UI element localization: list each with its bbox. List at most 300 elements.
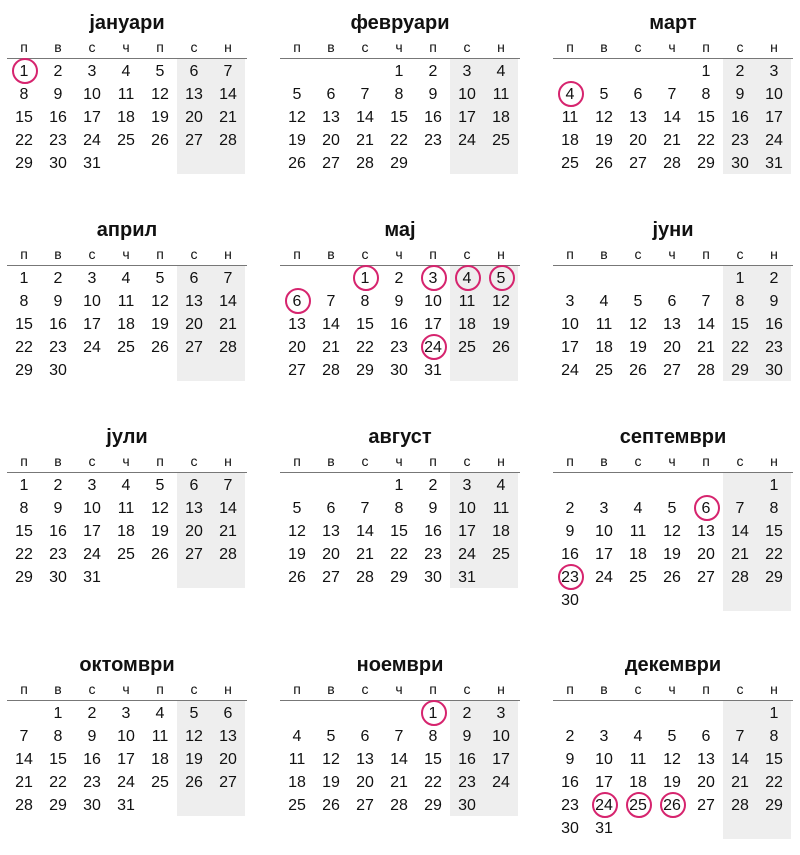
day: 31 — [458, 569, 476, 586]
weekday-label: ч — [122, 39, 130, 55]
month-2 — [280, 10, 520, 175]
day: 13 — [185, 293, 203, 310]
day: 27 — [697, 569, 715, 586]
day: 28 — [15, 797, 33, 814]
holiday-day: 3 — [416, 267, 450, 290]
day: 3 — [87, 63, 97, 80]
day: 10 — [458, 500, 476, 517]
day: 11 — [117, 86, 135, 103]
day: 20 — [185, 316, 203, 333]
day: 18 — [492, 109, 510, 126]
day: 2 — [462, 705, 472, 722]
day: 12 — [322, 751, 340, 768]
weekday-header — [7, 36, 247, 59]
day: 18 — [117, 523, 135, 540]
day: 15 — [424, 751, 442, 768]
day: 29 — [15, 155, 33, 172]
month-9 — [553, 424, 793, 612]
day: 29 — [424, 797, 442, 814]
day: 14 — [697, 316, 715, 333]
month-title: декември — [624, 654, 722, 676]
day: 4 — [121, 270, 131, 287]
day: 21 — [322, 339, 340, 356]
day: 16 — [424, 523, 442, 540]
day: 22 — [15, 339, 33, 356]
day: 25 — [458, 339, 476, 356]
day: 17 — [595, 774, 613, 791]
day: 10 — [117, 728, 135, 745]
day: 18 — [458, 316, 476, 333]
holiday-day: 25 — [621, 794, 655, 817]
weekday-label: ч — [395, 453, 403, 469]
day: 11 — [458, 293, 476, 310]
day: 3 — [769, 63, 779, 80]
weekday-header — [553, 450, 793, 473]
day: 24 — [117, 774, 135, 791]
day: 8 — [19, 293, 29, 310]
day: 29 — [697, 155, 715, 172]
weekday-label: п — [20, 681, 28, 697]
weekday-header — [280, 450, 520, 473]
day: 24 — [83, 132, 101, 149]
day: 27 — [322, 155, 340, 172]
day: 11 — [561, 109, 579, 126]
day: 17 — [595, 546, 613, 563]
day: 6 — [189, 270, 199, 287]
day: 29 — [356, 362, 374, 379]
weekday-label: в — [600, 39, 608, 55]
day: 8 — [19, 500, 29, 517]
weekday-label: с — [463, 39, 471, 55]
day: 27 — [697, 797, 715, 814]
day: 22 — [15, 546, 33, 563]
day: 16 — [49, 109, 67, 126]
weekday-label: с — [361, 453, 369, 469]
day: 3 — [599, 728, 609, 745]
weekday-label: п — [156, 39, 164, 55]
day: 5 — [189, 705, 199, 722]
day: 16 — [731, 109, 749, 126]
day: 11 — [492, 500, 510, 517]
weekday-header — [280, 243, 520, 266]
weekday-label: п — [566, 681, 574, 697]
weekday-label: п — [293, 681, 301, 697]
day: 5 — [155, 270, 165, 287]
weekday-label: в — [600, 681, 608, 697]
day: 29 — [15, 569, 33, 586]
day: 19 — [629, 339, 647, 356]
day: 20 — [697, 546, 715, 563]
day: 20 — [697, 774, 715, 791]
day: 22 — [765, 546, 783, 563]
day: 14 — [219, 500, 237, 517]
day: 17 — [458, 523, 476, 540]
day: 18 — [492, 523, 510, 540]
day: 10 — [492, 728, 510, 745]
day: 6 — [223, 705, 233, 722]
day: 16 — [561, 774, 579, 791]
day: 27 — [629, 155, 647, 172]
day: 9 — [53, 86, 63, 103]
day: 8 — [53, 728, 63, 745]
day: 4 — [633, 500, 643, 517]
day: 15 — [765, 751, 783, 768]
weekday-label: с — [190, 39, 198, 55]
day: 6 — [667, 293, 677, 310]
day: 20 — [322, 546, 340, 563]
day: 29 — [390, 569, 408, 586]
day: 30 — [49, 362, 67, 379]
day: 21 — [697, 339, 715, 356]
day: 7 — [19, 728, 29, 745]
day: 10 — [83, 293, 101, 310]
day: 22 — [424, 774, 442, 791]
day: 2 — [428, 477, 438, 494]
day: 19 — [185, 751, 203, 768]
day: 18 — [117, 316, 135, 333]
weekday-header — [7, 450, 247, 473]
day: 2 — [53, 477, 63, 494]
weekday-label: с — [361, 39, 369, 55]
weekday-label: с — [190, 681, 198, 697]
day: 9 — [87, 728, 97, 745]
day: 27 — [356, 797, 374, 814]
day: 13 — [356, 751, 374, 768]
day: 9 — [53, 500, 63, 517]
day: 21 — [356, 132, 374, 149]
day: 16 — [765, 316, 783, 333]
weekday-label: н — [770, 246, 778, 262]
day: 23 — [458, 774, 476, 791]
weekday-label: н — [497, 246, 505, 262]
weekday-label: ч — [668, 453, 676, 469]
weekday-label: н — [224, 453, 232, 469]
day: 14 — [219, 86, 237, 103]
day: 28 — [356, 155, 374, 172]
day: 14 — [356, 523, 374, 540]
weekday-label: с — [736, 246, 744, 262]
day: 7 — [223, 477, 233, 494]
day: 13 — [185, 500, 203, 517]
weekday-label: п — [20, 246, 28, 262]
day: 20 — [185, 109, 203, 126]
weekday-label: ч — [395, 681, 403, 697]
day: 17 — [117, 751, 135, 768]
day: 16 — [49, 523, 67, 540]
day: 1 — [701, 63, 711, 80]
day: 3 — [462, 63, 472, 80]
day: 23 — [731, 132, 749, 149]
weekday-label: с — [736, 681, 744, 697]
day: 7 — [394, 728, 404, 745]
weekday-label: п — [293, 246, 301, 262]
day: 22 — [49, 774, 67, 791]
day: 15 — [697, 109, 715, 126]
weekday-label: с — [361, 681, 369, 697]
weekday-label: с — [634, 39, 642, 55]
day: 11 — [151, 728, 169, 745]
day: 11 — [629, 751, 647, 768]
day: 14 — [390, 751, 408, 768]
day: 6 — [633, 86, 643, 103]
day: 19 — [595, 132, 613, 149]
day: 9 — [428, 500, 438, 517]
day: 1 — [735, 270, 745, 287]
weekday-label: п — [429, 453, 437, 469]
day: 13 — [697, 751, 715, 768]
day: 26 — [288, 569, 306, 586]
month-6 — [553, 217, 793, 382]
day: 14 — [663, 109, 681, 126]
day: 10 — [458, 86, 476, 103]
day: 2 — [394, 270, 404, 287]
day: 28 — [322, 362, 340, 379]
day: 12 — [492, 293, 510, 310]
day: 31 — [83, 155, 101, 172]
month-10 — [7, 652, 247, 817]
weekday-label: в — [327, 453, 335, 469]
day: 22 — [390, 132, 408, 149]
day: 23 — [49, 546, 67, 563]
weekday-label: с — [463, 246, 471, 262]
day: 18 — [629, 774, 647, 791]
day: 19 — [151, 523, 169, 540]
day: 12 — [151, 86, 169, 103]
day: 11 — [629, 523, 647, 540]
holiday-day: 24 — [587, 794, 621, 817]
weekday-label: п — [429, 681, 437, 697]
day: 8 — [735, 293, 745, 310]
day: 27 — [322, 569, 340, 586]
day: 31 — [117, 797, 135, 814]
day: 28 — [731, 797, 749, 814]
day: 13 — [629, 109, 647, 126]
weekday-label: ч — [668, 246, 676, 262]
day: 2 — [428, 63, 438, 80]
weekday-label: п — [156, 246, 164, 262]
day: 13 — [697, 523, 715, 540]
day: 29 — [15, 362, 33, 379]
weekday-label: н — [770, 453, 778, 469]
weekday-label: н — [497, 453, 505, 469]
day: 6 — [326, 86, 336, 103]
day: 5 — [292, 500, 302, 517]
weekday-label: п — [20, 39, 28, 55]
day: 23 — [49, 132, 67, 149]
weekday-label: п — [566, 39, 574, 55]
day: 20 — [322, 132, 340, 149]
day: 8 — [428, 728, 438, 745]
weekday-label: п — [566, 246, 574, 262]
weekday-label: ч — [122, 246, 130, 262]
day: 26 — [151, 132, 169, 149]
weekday-header — [553, 36, 793, 59]
day: 12 — [185, 728, 203, 745]
day: 16 — [458, 751, 476, 768]
day: 17 — [83, 523, 101, 540]
day: 4 — [599, 293, 609, 310]
day: 20 — [629, 132, 647, 149]
weekday-label: п — [702, 39, 710, 55]
day: 27 — [185, 132, 203, 149]
day: 7 — [360, 500, 370, 517]
day: 21 — [356, 546, 374, 563]
weekday-label: ч — [122, 453, 130, 469]
weekday-header — [7, 243, 247, 266]
day: 5 — [599, 86, 609, 103]
day: 8 — [769, 728, 779, 745]
holiday-day: 4 — [450, 267, 484, 290]
day: 7 — [360, 86, 370, 103]
day: 11 — [117, 500, 135, 517]
holiday-day: 5 — [484, 267, 518, 290]
day: 31 — [424, 362, 442, 379]
day: 30 — [390, 362, 408, 379]
day: 2 — [87, 705, 97, 722]
day: 3 — [599, 500, 609, 517]
day: 18 — [629, 546, 647, 563]
month-title: јули — [106, 426, 148, 448]
day: 14 — [731, 751, 749, 768]
day: 26 — [151, 339, 169, 356]
day: 6 — [189, 477, 199, 494]
day: 18 — [117, 109, 135, 126]
day: 14 — [219, 293, 237, 310]
month-title: февруари — [350, 12, 450, 34]
day: 22 — [390, 546, 408, 563]
day: 4 — [633, 728, 643, 745]
day: 13 — [322, 523, 340, 540]
day: 1 — [19, 270, 29, 287]
day: 19 — [288, 546, 306, 563]
day: 30 — [83, 797, 101, 814]
day: 3 — [121, 705, 131, 722]
day: 4 — [496, 63, 506, 80]
weekday-label: с — [88, 39, 96, 55]
day: 2 — [53, 270, 63, 287]
weekday-label: п — [293, 39, 301, 55]
day: 24 — [595, 569, 613, 586]
day: 19 — [322, 774, 340, 791]
day: 28 — [219, 339, 237, 356]
holiday-day: 1 — [348, 267, 382, 290]
day: 10 — [424, 293, 442, 310]
day: 28 — [663, 155, 681, 172]
day: 9 — [769, 293, 779, 310]
day: 17 — [561, 339, 579, 356]
day: 26 — [595, 155, 613, 172]
day: 14 — [356, 109, 374, 126]
day: 15 — [356, 316, 374, 333]
day: 30 — [561, 592, 579, 609]
day: 21 — [731, 774, 749, 791]
holiday-day: 1 — [416, 702, 450, 725]
day: 21 — [219, 109, 237, 126]
day: 10 — [83, 500, 101, 517]
day: 3 — [87, 270, 97, 287]
day: 3 — [87, 477, 97, 494]
weekday-label: п — [293, 453, 301, 469]
day: 17 — [424, 316, 442, 333]
holiday-day: 6 — [280, 290, 314, 313]
day: 23 — [390, 339, 408, 356]
day: 12 — [663, 751, 681, 768]
day: 28 — [390, 797, 408, 814]
day: 21 — [15, 774, 33, 791]
day: 5 — [292, 86, 302, 103]
day: 9 — [735, 86, 745, 103]
day: 8 — [394, 86, 404, 103]
day: 20 — [356, 774, 374, 791]
day: 5 — [155, 477, 165, 494]
weekday-label: н — [770, 681, 778, 697]
day: 30 — [561, 820, 579, 837]
day: 6 — [326, 500, 336, 517]
day: 28 — [219, 546, 237, 563]
day: 26 — [629, 362, 647, 379]
day: 23 — [49, 339, 67, 356]
weekday-label: ч — [395, 39, 403, 55]
month-title: септември — [619, 426, 727, 448]
weekday-label: ч — [668, 39, 676, 55]
day: 11 — [492, 86, 510, 103]
day: 15 — [49, 751, 67, 768]
day: 6 — [701, 728, 711, 745]
day: 18 — [151, 751, 169, 768]
month-4 — [7, 217, 247, 382]
day: 1 — [19, 477, 29, 494]
day: 11 — [288, 751, 306, 768]
day: 5 — [326, 728, 336, 745]
day: 24 — [458, 132, 476, 149]
day: 2 — [769, 270, 779, 287]
day: 21 — [731, 546, 749, 563]
day: 20 — [219, 751, 237, 768]
day: 15 — [15, 523, 33, 540]
month-11 — [280, 652, 520, 817]
day: 26 — [151, 546, 169, 563]
weekday-label: н — [224, 39, 232, 55]
day: 3 — [462, 477, 472, 494]
weekday-label: с — [88, 681, 96, 697]
day: 25 — [288, 797, 306, 814]
day: 27 — [288, 362, 306, 379]
month-5 — [280, 217, 520, 382]
day: 7 — [701, 293, 711, 310]
weekday-label: с — [88, 453, 96, 469]
day: 26 — [288, 155, 306, 172]
month-title: август — [368, 426, 432, 448]
day: 8 — [19, 86, 29, 103]
day: 17 — [492, 751, 510, 768]
day: 16 — [83, 751, 101, 768]
month-title: јануари — [89, 12, 165, 34]
day: 4 — [292, 728, 302, 745]
month-title: мај — [384, 219, 416, 241]
day: 17 — [765, 109, 783, 126]
day: 19 — [151, 109, 169, 126]
day: 18 — [595, 339, 613, 356]
day: 22 — [15, 132, 33, 149]
day: 24 — [561, 362, 579, 379]
weekday-label: н — [497, 39, 505, 55]
day: 7 — [735, 728, 745, 745]
day: 12 — [288, 109, 306, 126]
day: 28 — [356, 569, 374, 586]
day: 16 — [561, 546, 579, 563]
day: 8 — [701, 86, 711, 103]
day: 1 — [769, 477, 779, 494]
